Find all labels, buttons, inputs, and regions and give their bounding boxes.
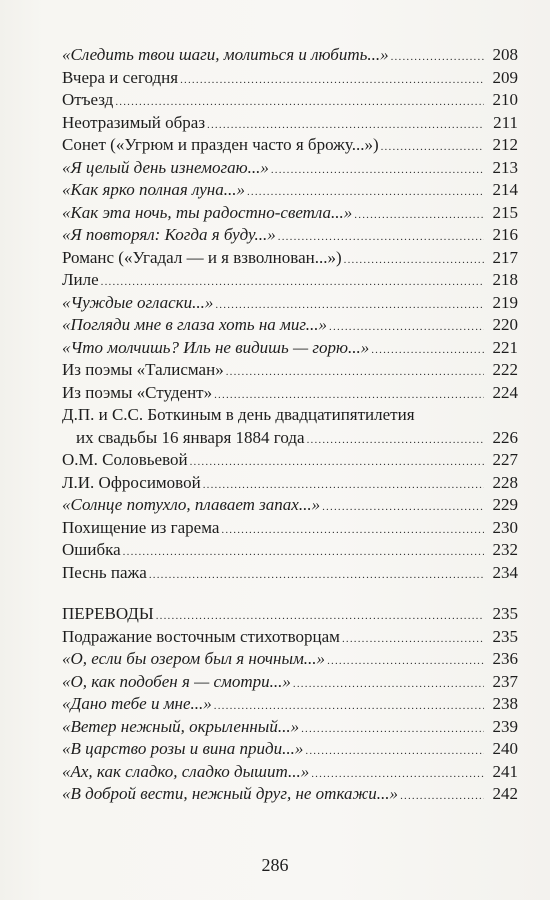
toc-entry-page: 217	[492, 247, 518, 267]
toc-entry-title: Л.И. Офросимовой	[62, 472, 201, 492]
toc-entry-line2	[62, 427, 518, 450]
toc-entry	[62, 382, 518, 405]
toc-entry-page: 216	[492, 225, 518, 244]
toc-entry-page: 240	[492, 739, 518, 758]
toc-entry-page: 235	[492, 626, 518, 646]
section-gap	[62, 584, 518, 603]
toc-entry-title: Отъезд	[62, 90, 114, 109]
toc-entry-title-line1: Д.П. и С.С. Боткиным в день двадцатипятилетия	[62, 405, 415, 424]
toc-entry	[62, 761, 518, 784]
dot-leader	[180, 69, 484, 92]
toc-entry-title: «Как эта ночь, ты радостно-светла...»	[62, 202, 353, 222]
toc-entry-page: 238	[492, 694, 518, 713]
toc-entry	[62, 626, 518, 649]
dot-leader	[271, 159, 484, 182]
toc-entry-page: 224	[492, 382, 518, 402]
toc-entry-page: 221	[492, 337, 518, 357]
dot-leader	[305, 740, 484, 763]
toc-entry-page: 218	[492, 270, 518, 289]
dot-leader	[101, 271, 484, 294]
toc-entry	[62, 494, 518, 517]
dot-leader	[221, 519, 484, 542]
toc-entry	[62, 202, 518, 225]
toc-entry	[62, 134, 518, 157]
toc-entry-title: Неотразимый образ	[62, 112, 206, 132]
toc-entry	[62, 224, 518, 247]
toc-entry	[62, 337, 518, 360]
toc-entry-title: Из поэмы «Студент»	[62, 382, 213, 402]
toc-entry-page: 220	[492, 315, 518, 334]
toc-entry-page: 242	[492, 784, 518, 803]
dot-leader	[322, 496, 484, 519]
toc-entry-title: «Что молчишь? Иль не видишь — горю...»	[62, 337, 370, 357]
toc-entry-page: 212	[492, 135, 518, 154]
dot-leader	[311, 763, 484, 786]
toc-entry-page: 239	[492, 716, 518, 736]
dot-leader	[123, 541, 484, 564]
dot-leader	[149, 564, 484, 587]
dot-leader	[381, 136, 484, 159]
dot-leader	[400, 785, 484, 808]
toc-entry-title: Песнь пажа	[62, 562, 147, 582]
dot-leader	[329, 316, 484, 339]
toc-entry	[62, 517, 518, 540]
toc-entry-page: 237	[492, 671, 518, 691]
section-title: ПЕРЕВОДЫ	[62, 604, 154, 623]
toc-entry	[62, 449, 518, 472]
toc-entry-title: Похищение из гарема	[62, 517, 220, 537]
dot-leader	[214, 695, 484, 718]
dot-leader	[115, 91, 484, 114]
toc-entry	[62, 693, 518, 716]
dot-leader	[344, 249, 484, 272]
dot-leader	[215, 294, 484, 317]
toc-entry-page: 232	[492, 540, 518, 559]
toc-entry-title: Сонет («Угрюм и празден часто я брожу...»)	[62, 135, 379, 154]
table-of-contents	[62, 44, 518, 806]
toc-entry	[62, 648, 518, 671]
toc-entry	[62, 716, 518, 739]
toc-entry-title: «Ах, как сладко, сладко дышит...»	[62, 761, 310, 781]
toc-group-poems-2	[62, 449, 518, 584]
dot-leader	[354, 204, 484, 227]
toc-entry-title: О.М. Соловьевой	[62, 450, 188, 469]
toc-entry	[62, 67, 518, 90]
dot-leader	[278, 226, 484, 249]
toc-entry	[62, 89, 518, 112]
toc-entry-page: 229	[492, 495, 518, 514]
toc-entry	[62, 247, 518, 270]
toc-entry-page: 208	[492, 45, 518, 64]
toc-entry	[62, 44, 518, 67]
toc-entry-page: 226	[492, 427, 518, 447]
dot-leader	[203, 474, 484, 497]
dot-leader	[391, 46, 484, 69]
dot-leader	[247, 181, 484, 204]
toc-entry-title: «Как ярко полная луна...»	[62, 180, 245, 199]
toc-entry-page: 214	[492, 180, 518, 199]
dot-leader	[301, 718, 484, 741]
toc-entry	[62, 562, 518, 585]
toc-entry	[62, 269, 518, 292]
section-page: 235	[492, 604, 518, 623]
page-number: 286	[261, 855, 289, 875]
toc-entry-title: Из поэмы «Талисман»	[62, 360, 224, 379]
toc-entry-page: 222	[492, 360, 518, 379]
dot-leader	[214, 384, 484, 407]
toc-entry-page: 213	[492, 157, 518, 177]
toc-group-translations	[62, 626, 518, 806]
toc-entry-title: «Я повторял: Когда я буду...»	[62, 225, 276, 244]
toc-entry-title: «Погляди мне в глаза хоть на миг...»	[62, 315, 328, 334]
toc-entry-title: «В доброй вести, нежный друг, не откажи...»	[62, 784, 399, 803]
toc-entry	[62, 292, 518, 315]
toc-entry-title-line2: их свадьбы 16 января 1884 года	[76, 427, 305, 447]
toc-entry-title: «Чуждые огласки...»	[62, 292, 214, 312]
toc-entry-title: «Дано тебе и мне...»	[62, 694, 212, 713]
toc-entry-title: Лиле	[62, 270, 99, 289]
toc-entry	[62, 539, 518, 562]
toc-entry	[62, 738, 518, 761]
toc-entry	[62, 112, 518, 135]
toc-entry-page: 211	[493, 112, 518, 132]
toc-entry	[62, 783, 518, 806]
dot-leader	[156, 605, 484, 628]
toc-entry-page: 210	[492, 90, 518, 109]
toc-entry-title: «Ветер нежный, окрыленный...»	[62, 716, 300, 736]
toc-entry-title: Подражание восточным стихотворцам	[62, 626, 340, 646]
toc-entry-page: 230	[492, 517, 518, 537]
dot-leader	[327, 650, 484, 673]
toc-entry-page: 236	[492, 649, 518, 668]
toc-entry	[62, 472, 518, 495]
dot-leader	[371, 339, 484, 362]
dot-leader	[307, 429, 484, 452]
toc-entry-title: «Следить твои шаги, молиться и любить...»	[62, 45, 389, 64]
toc-entry-title: «Я целый день изнемогаю...»	[62, 157, 269, 177]
dot-leader	[190, 451, 484, 474]
toc-entry-title: «В царство розы и вина приди...»	[62, 739, 304, 758]
toc-entry-title: Ошибка	[62, 540, 121, 559]
dot-leader	[207, 114, 484, 137]
toc-entry-title: «О, как подобен я — смотри...»	[62, 671, 291, 691]
toc-entry-page: 227	[492, 450, 518, 469]
toc-entry-page: 228	[492, 472, 518, 492]
dot-leader	[342, 628, 484, 651]
toc-entry-title: Вчера и сегодня	[62, 67, 179, 87]
toc-entry-page: 234	[492, 562, 518, 582]
toc-entry-title: «Солнце потухло, плавает запах...»	[62, 495, 321, 514]
toc-entry-page: 241	[492, 761, 518, 781]
toc-section-heading	[62, 603, 518, 626]
toc-entry-title: Романс («Угадал — и я взволнован...»)	[62, 247, 342, 267]
dot-leader	[226, 361, 484, 384]
toc-entry	[62, 157, 518, 180]
toc-entry	[62, 671, 518, 694]
toc-entry-page: 219	[492, 292, 518, 312]
toc-entry-title: «О, если бы озером был я ночным...»	[62, 649, 326, 668]
toc-entry	[62, 359, 518, 382]
toc-group-poems	[62, 44, 518, 404]
toc-entry-two-line	[62, 404, 518, 449]
toc-entry	[62, 179, 518, 202]
dot-leader	[293, 673, 484, 696]
toc-entry-page: 215	[492, 202, 518, 222]
toc-entry	[62, 314, 518, 337]
toc-entry-page: 209	[492, 67, 518, 87]
